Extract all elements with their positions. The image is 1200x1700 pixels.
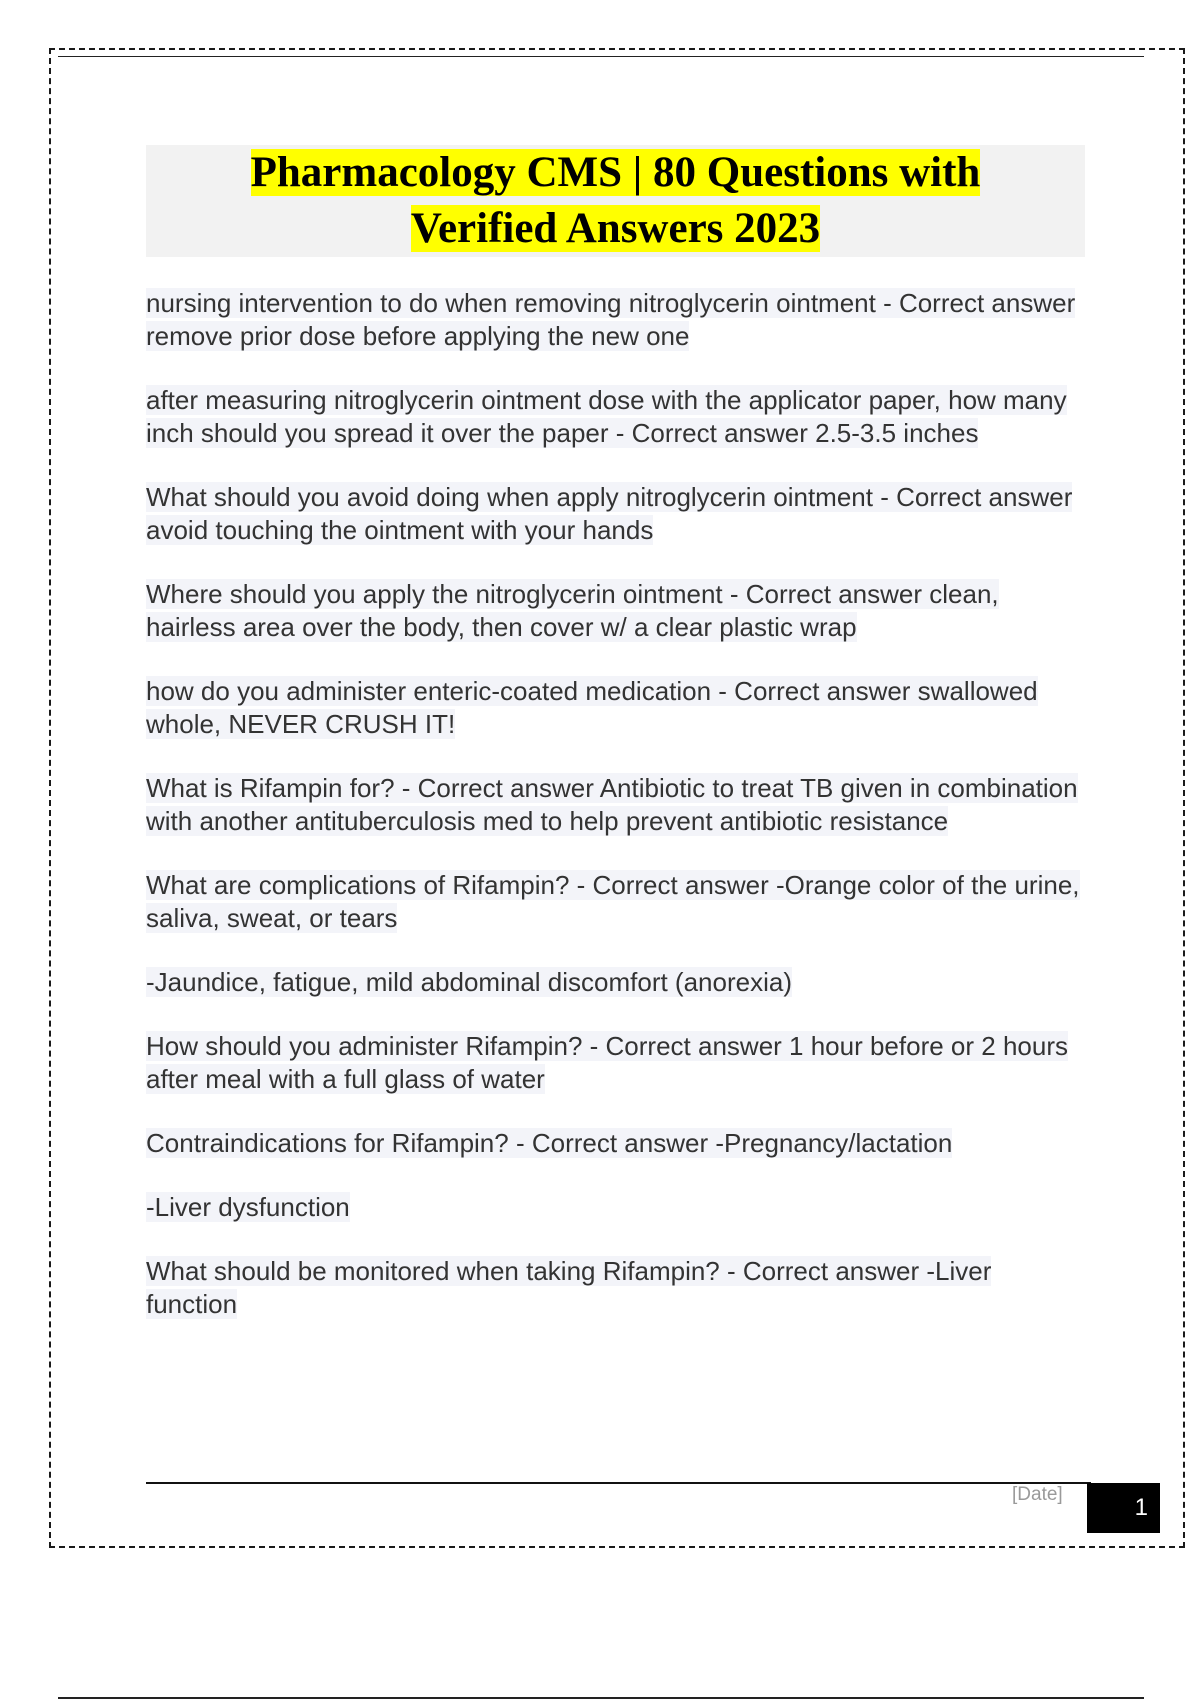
footer-rule — [146, 1482, 1091, 1484]
qa-text: What are complications of Rifampin? - Correct answer -Orange color of the urine, saliva, sweat, or tears — [146, 870, 1080, 933]
title-box — [146, 145, 1085, 257]
qa-text: Contraindications for Rifampin? - Correct answer -Pregnancy/lactation — [146, 1128, 953, 1158]
qa-item — [146, 1255, 1086, 1321]
next-page-rule — [58, 1697, 1144, 1699]
qa-text: What is Rifampin for? - Correct answer Antibiotic to treat TB given in combination with another antituberculosis med to help prevent antibiotic resistance — [146, 773, 1078, 836]
qa-item — [146, 1127, 1086, 1160]
qa-text: how do you administer enteric-coated medication - Correct answer swallowed whole, NEVER CRUSH IT! — [146, 676, 1038, 739]
qa-item — [146, 1030, 1086, 1096]
qa-item — [146, 869, 1086, 935]
qa-item — [146, 287, 1086, 353]
qa-item — [146, 772, 1086, 838]
header-rule — [58, 56, 1144, 57]
title-line-2: Verified Answers 2023 — [410, 205, 821, 252]
qa-text: How should you administer Rifampin? - Correct answer 1 hour before or 2 hours after meal with a full glass of water — [146, 1031, 1068, 1094]
qa-text: Where should you apply the nitroglycerin ointment - Correct answer clean, hairless area over the body, then cover w/ a clear plastic wrap — [146, 579, 999, 642]
qa-text: What should be monitored when taking Rifampin? - Correct answer -Liver function — [146, 1256, 992, 1319]
qa-item — [146, 966, 1086, 999]
qa-list — [146, 287, 1086, 1352]
title-line-1: Pharmacology CMS | 80 Questions with — [250, 149, 981, 196]
qa-text: after measuring nitroglycerin ointment dose with the applicator paper, how many inch should you spread it over the paper - Correct answer 2.5-3.5 inches — [146, 385, 1067, 448]
qa-item — [146, 384, 1086, 450]
qa-text: -Liver dysfunction — [146, 1192, 350, 1222]
qa-item — [146, 1191, 1086, 1224]
qa-text: -Jaundice, fatigue, mild abdominal discomfort (anorexia) — [146, 967, 792, 997]
page-number: 1 — [1087, 1483, 1160, 1533]
document-title — [186, 145, 1046, 257]
qa-item — [146, 675, 1086, 741]
qa-text: What should you avoid doing when apply nitroglycerin ointment - Correct answer avoid touching the ointment with your hands — [146, 482, 1073, 545]
qa-item — [146, 578, 1086, 644]
footer-date: [Date] — [1012, 1484, 1063, 1505]
qa-text: nursing intervention to do when removing nitroglycerin ointment - Correct answer remove prior dose before applying the new one — [146, 288, 1076, 351]
qa-item — [146, 481, 1086, 547]
